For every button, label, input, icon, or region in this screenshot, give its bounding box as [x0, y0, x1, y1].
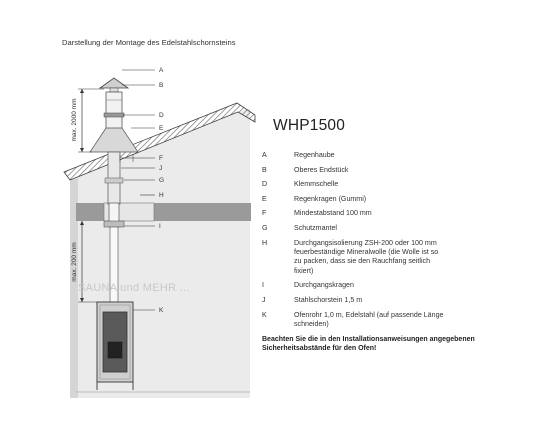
callout-i: I [159, 223, 161, 230]
callout-a: A [159, 67, 164, 74]
legend-row-b [262, 166, 558, 175]
rain-collar [90, 128, 138, 152]
legend-key: B [262, 165, 267, 174]
legend-row-f [262, 209, 558, 218]
callout-k: K [159, 307, 164, 314]
legend-text: Schutzmantel [294, 223, 337, 232]
legend-row-k [262, 311, 558, 330]
legend-row-i [262, 281, 558, 290]
callout-e: E [159, 125, 164, 132]
dimension-upper-label: max. 2000 mm [71, 98, 78, 142]
stove-door [108, 342, 122, 358]
legend-key: H [262, 238, 268, 247]
legend-text: Ofenrohr 1,0 m, Edelstahl (auf passende Länge schneiden) [294, 310, 444, 328]
legend-row-j [262, 296, 558, 305]
legend-text: Mindestabstand 100 mm [294, 209, 372, 218]
callout-h: H [159, 192, 164, 199]
legend-key: I [262, 281, 264, 290]
rain-cap-stem [110, 88, 118, 92]
legend-text: Durchgangskragen [294, 281, 354, 290]
passage-collar [104, 221, 124, 227]
legend-key: K [262, 310, 267, 319]
callout-g: G [159, 177, 165, 184]
legend-key: G [262, 223, 268, 232]
legend-text: Regenhaube [294, 151, 335, 159]
page-title: Darstellung der Montage des Edelstahlschornsteins [62, 38, 236, 47]
legend-row-d [262, 180, 558, 189]
legend-key: A [262, 151, 267, 159]
legend-key: D [262, 180, 268, 189]
legend-key: J [262, 295, 266, 304]
safety-note: Beachten Sie die in den Installationsanweisungen angegebenen Sicherheitsabstände für den Ofen! [262, 335, 475, 352]
callout-b: B [159, 82, 164, 89]
ceiling-slab [76, 203, 251, 221]
legend-text: Klemmschelle [294, 180, 339, 189]
rain-cap [100, 78, 128, 88]
legend-text: Durchgangsisolierung ZSH-200 oder 100 mm feuerbeständige Mineralwolle (die Wolle ist so zu packen, dass sie den Rauchfang seitlich fixiert) [294, 238, 439, 275]
legend-text: Oberes Endstück [294, 165, 349, 174]
legend-text: Regenkragen (Gummi) [294, 194, 367, 203]
legend-key: F [262, 209, 267, 218]
legend-row-e [262, 195, 558, 204]
legend-row-g [262, 224, 558, 233]
callout-f: F [159, 155, 163, 162]
model-title: WHP1500 [273, 117, 346, 134]
legend [262, 151, 558, 353]
legend-row-a [262, 151, 558, 160]
callout-d: D [159, 112, 164, 119]
legend-row-h [262, 239, 558, 277]
watermark: SAUNA und MEHR ... [78, 282, 190, 294]
legend-key: E [262, 194, 267, 203]
clamp [104, 113, 124, 117]
legend-text: Stahlschorstein 1,5 m [294, 295, 363, 304]
dimension-lower-label: max. 200 mm [71, 242, 78, 282]
callout-j: J [159, 165, 163, 172]
